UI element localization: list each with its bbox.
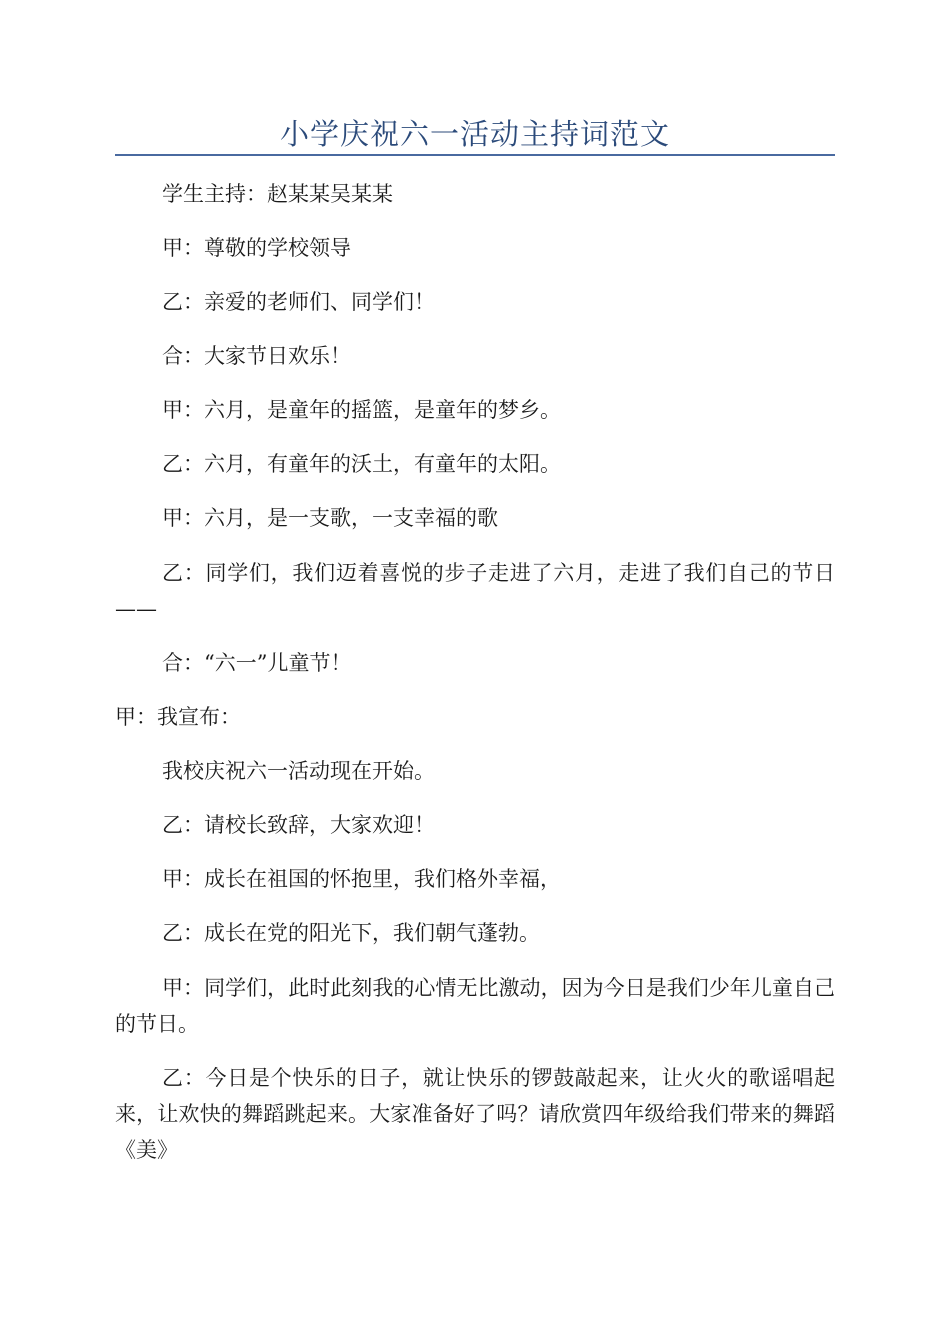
paragraph: 甲：六月，是童年的摇篮，是童年的梦乡。 [162,398,561,422]
paragraph: 乙：亲爱的老师们、同学们！ [162,290,435,314]
paragraph: 甲：六月，是一支歌，一支幸福的歌 [162,506,498,530]
paragraph: 我校庆祝六一活动现在开始。 [162,759,435,783]
document-title: 小学庆祝六一活动主持词范文 [279,117,670,151]
paragraph: 甲：同学们，此时此刻我的心情无比激动，因为今日是我们少年儿童自己的节日。 [115,976,835,1036]
title-underline [115,154,835,156]
paragraph: 乙：六月，有童年的沃土，有童年的太阳。 [162,452,561,476]
paragraph: 乙：请校长致辞，大家欢迎！ [162,813,435,837]
paragraph: 甲：我宣布： [115,705,241,729]
paragraph: 乙：同学们，我们迈着喜悦的步子走进了六月，走进了我们自己的节日—— [115,561,835,621]
paragraph: 甲：尊敬的学校领导 [162,236,351,260]
paragraph: 合：“六一”儿童节！ [162,651,352,675]
paragraph: 乙：成长在党的阳光下，我们朝气蓬勃。 [162,921,540,945]
paragraph-hosts: 学生主持：赵某某吴某某 [162,182,393,206]
paragraph: 甲：成长在祖国的怀抱里，我们格外幸福， [162,867,561,891]
paragraph: 乙：今日是个快乐的日子，就让快乐的锣鼓敲起来，让火火的歌谣唱起来，让欢快的舞蹈跳起来。大家准备好了吗？请欣赏四年级给我们带来的舞蹈《美》 [115,1066,835,1162]
paragraph: 合：大家节日欢乐！ [162,344,351,368]
